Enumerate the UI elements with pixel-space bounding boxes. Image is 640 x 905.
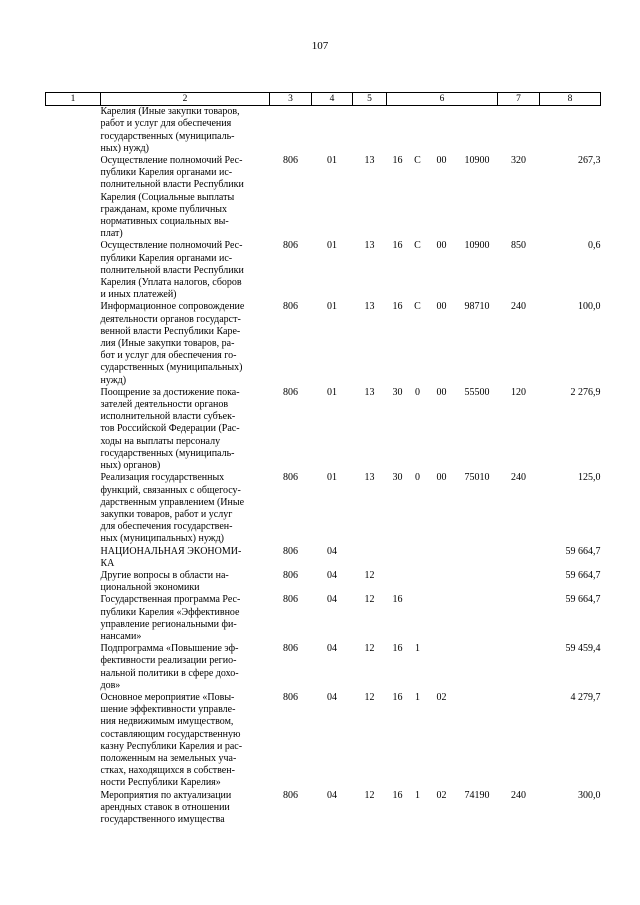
row-program-code: 30 (392, 472, 403, 484)
row-amount: 4 279,7 (570, 691, 601, 703)
row-subprogram-code: С (414, 155, 421, 167)
table-row (46, 570, 601, 594)
row-col-1 (46, 570, 101, 594)
row-subprogram-code: 1 (415, 691, 420, 703)
row-name-line: гражданам, кроме публичных (100, 203, 228, 215)
row-activity-code: 00 (436, 240, 447, 252)
row-subsection-code: 13 (364, 386, 375, 398)
row-name-line: Осуществление полномочий Рес- (100, 240, 243, 252)
row-activity-code: 00 (436, 472, 447, 484)
row-section-code: 04 (327, 545, 337, 557)
row-subsection-code: 12 (364, 789, 375, 801)
row-name-line: КА (100, 557, 115, 569)
row-name-line: деятельности органов государст- (100, 313, 241, 325)
row-col-1 (46, 301, 101, 386)
row-name (101, 106, 270, 155)
row-col-1 (46, 643, 101, 692)
row-amount: 100,0 (578, 301, 601, 313)
row-name-line: Карелия (Иные закупки товаров, (100, 106, 240, 118)
row-name-line: ных) нужд) (100, 142, 149, 154)
row-name-line: циональной экономики (100, 582, 200, 594)
row-direction-code (457, 106, 498, 155)
table-row (46, 387, 601, 472)
row-section-code: 01 (327, 472, 337, 484)
row-subsection-code: 13 (364, 301, 375, 313)
row-program-code: 16 (392, 643, 403, 655)
row-activity-code: 00 (436, 301, 447, 313)
row-name-line: и иных платежей) (100, 289, 177, 301)
row-section-code: 04 (327, 643, 337, 655)
row-ministry-code: 806 (283, 155, 298, 167)
row-subprogram-code (409, 546, 427, 570)
row-section-code: 04 (327, 569, 337, 581)
row-col-1 (46, 790, 101, 827)
row-name-line: полнительной власти Республики (100, 264, 244, 276)
row-name-line: дов» (100, 679, 121, 691)
row-name (101, 301, 270, 386)
row-name-line: казну Республики Карелия и рас- (100, 740, 243, 752)
row-expense-type (498, 692, 540, 790)
row-program-code (387, 546, 409, 570)
row-ministry-code: 806 (283, 386, 298, 398)
row-name-line: ходы на выплаты персоналу (100, 435, 221, 447)
row-subprogram-code: 1 (415, 643, 420, 655)
row-program-code (387, 106, 409, 155)
row-name-line: нужд) (100, 374, 127, 386)
row-program-code: 16 (392, 155, 403, 167)
row-program-code: 16 (392, 789, 403, 801)
row-name-line: нансами» (100, 630, 142, 642)
row-activity-code (427, 106, 457, 155)
row-subsection-code: 13 (364, 472, 375, 484)
row-name-line: нальной политики в сфере дохо- (100, 667, 239, 679)
row-direction-code: 98710 (464, 301, 490, 313)
row-amount (540, 106, 601, 155)
row-expense-type (498, 570, 540, 594)
row-subsection-code (353, 106, 387, 155)
row-name-line: Карелия (Уплата налогов, сборов (100, 277, 242, 289)
row-name-line: зателей деятельности органов (100, 399, 229, 411)
row-amount: 0,6 (588, 240, 601, 252)
row-name-line: ности Республики Карелия» (100, 777, 221, 789)
row-name-line: Информационное сопровождение (100, 301, 245, 313)
row-direction-code (457, 692, 498, 790)
row-direction-code: 75010 (464, 472, 490, 484)
row-col-1 (46, 240, 101, 301)
row-name-line: публики Карелия органами ис- (100, 252, 233, 264)
table-body (46, 106, 601, 826)
row-ministry-code: 806 (283, 472, 298, 484)
row-name-line: тов Российской Федерации (Рас- (100, 423, 240, 435)
row-name (101, 570, 270, 594)
table-row (46, 301, 601, 386)
row-subprogram-code (409, 106, 427, 155)
row-amount: 59 664,7 (565, 569, 601, 581)
row-section-code: 04 (327, 691, 337, 703)
row-expense-type: 320 (511, 155, 526, 167)
row-name-line: сударственных (муниципальных) (100, 362, 243, 374)
row-name-line: полнительной власти Республики (100, 179, 244, 191)
row-expense-type: 240 (511, 301, 526, 313)
row-direction-code: 74190 (464, 789, 490, 801)
row-name-line: ных (муниципальных) нужд) (100, 533, 225, 545)
row-expense-type (498, 106, 540, 155)
row-name-line: арендных ставок в отношении (100, 801, 230, 813)
row-name-line: нормативных социальных вы- (100, 216, 229, 228)
row-section-code (312, 106, 353, 155)
row-subsection-code: 12 (364, 643, 375, 655)
row-name-line: государственного имущества (100, 813, 225, 825)
row-subprogram-code: С (414, 301, 421, 313)
row-name-line: дарственным управлением (Иные (100, 496, 245, 508)
row-expense-type (498, 594, 540, 643)
row-name (101, 387, 270, 472)
row-section-code: 04 (327, 594, 337, 606)
row-expense-type: 240 (511, 789, 526, 801)
row-name-line: государственных (муниципаль- (100, 447, 235, 459)
row-subprogram-code: 0 (415, 386, 420, 398)
row-expense-type (498, 643, 540, 692)
row-amount: 2 276,9 (570, 386, 601, 398)
row-activity-code (427, 643, 457, 692)
row-name (101, 790, 270, 827)
row-ministry-code: 806 (283, 643, 298, 655)
row-subsection-code: 12 (364, 594, 375, 606)
row-program-code: 16 (392, 691, 403, 703)
budget-table (45, 92, 601, 826)
row-col-1 (46, 594, 101, 643)
row-program-code: 16 (392, 301, 403, 313)
row-name-line: государственных (муниципаль- (100, 130, 235, 142)
table-row (46, 643, 601, 692)
row-direction-code (457, 594, 498, 643)
row-expense-type: 120 (511, 386, 526, 398)
row-section-code: 01 (327, 386, 337, 398)
row-name-line: венной власти Республики Каре- (100, 325, 241, 337)
table-row (46, 106, 601, 155)
table-row (46, 155, 601, 240)
row-direction-code: 10900 (464, 240, 490, 252)
row-ministry-code: 806 (283, 691, 298, 703)
row-ministry-code: 806 (283, 789, 298, 801)
row-subprogram-code (409, 594, 427, 643)
row-col-1 (46, 546, 101, 570)
table-row (46, 546, 601, 570)
row-amount: 267,3 (578, 155, 601, 167)
row-name-line: исполнительной власти субъек- (100, 411, 236, 423)
row-name-line: лия (Иные закупки товаров, ра- (100, 338, 235, 350)
row-name-line: Мероприятия по актуализации (100, 789, 232, 801)
row-name-line: Осуществление полномочий Рес- (100, 155, 243, 167)
row-col-1 (46, 387, 101, 472)
row-ministry-code: 806 (283, 569, 298, 581)
row-name (101, 472, 270, 545)
header-col-3: 3 (270, 93, 312, 106)
row-activity-code: 02 (436, 691, 447, 703)
row-program-code: 30 (392, 386, 403, 398)
row-amount: 59 664,7 (565, 594, 601, 606)
row-name-line: Карелия (Социальные выплаты (100, 191, 235, 203)
row-activity-code: 00 (436, 386, 447, 398)
row-subsection-code (353, 546, 387, 570)
row-section-code: 01 (327, 301, 337, 313)
row-name (101, 594, 270, 643)
row-name (101, 155, 270, 240)
row-direction-code (457, 643, 498, 692)
row-col-1 (46, 106, 101, 155)
row-activity-code (427, 546, 457, 570)
row-name-line: Реализация государственных (100, 472, 225, 484)
row-activity-code (427, 594, 457, 643)
row-activity-code: 00 (436, 155, 447, 167)
row-col-1 (46, 472, 101, 545)
row-name-line: положенным на земельных уча- (100, 752, 237, 764)
row-name (101, 240, 270, 301)
row-name-line: функций, связанных с общегосу- (100, 484, 241, 496)
row-name-line: для обеспечения государствен- (100, 521, 233, 533)
row-name-line: плат) (100, 228, 123, 240)
row-subprogram-code: 0 (415, 472, 420, 484)
header-col-8: 8 (540, 93, 601, 106)
row-name-line: НАЦИОНАЛЬНАЯ ЭКОНОМИ- (100, 545, 242, 557)
row-name (101, 643, 270, 692)
table-row (46, 594, 601, 643)
row-direction-code (457, 546, 498, 570)
row-amount: 125,0 (578, 472, 601, 484)
header-col-7: 7 (498, 93, 540, 106)
header-col-5: 5 (353, 93, 387, 106)
row-name-line: ных) органов) (100, 460, 161, 472)
row-subsection-code: 12 (364, 569, 375, 581)
row-amount: 59 459,4 (565, 643, 601, 655)
row-direction-code: 10900 (464, 155, 490, 167)
row-subsection-code: 13 (364, 155, 375, 167)
page-number: 107 (311, 40, 329, 52)
row-name-line: публики Карелия органами ис- (100, 167, 233, 179)
row-name-line: Другие вопросы в области на- (100, 569, 229, 581)
row-section-code: 04 (327, 789, 337, 801)
header-col-2: 2 (101, 93, 270, 106)
row-section-code: 01 (327, 155, 337, 167)
row-name-line: ния недвижимым имуществом, (100, 716, 234, 728)
row-section-code: 01 (327, 240, 337, 252)
row-name-line: бот и услуг для обеспечения го- (100, 350, 237, 362)
table-header-row (46, 93, 601, 106)
table-row (46, 790, 601, 827)
row-subsection-code: 12 (364, 691, 375, 703)
row-name-line: работ и услуг для обеспечения (100, 118, 232, 130)
row-amount: 59 664,7 (565, 545, 601, 557)
row-ministry-code: 806 (283, 545, 298, 557)
row-ministry-code: 806 (283, 301, 298, 313)
row-subprogram-code (409, 570, 427, 594)
row-name (101, 692, 270, 790)
row-ministry-code (270, 106, 312, 155)
header-col-4: 4 (312, 93, 353, 106)
row-program-code (387, 570, 409, 594)
row-name-line: Поощрение за достижение пока- (100, 386, 240, 398)
row-expense-type (498, 546, 540, 570)
row-name-line: Основное мероприятие «Повы- (100, 691, 235, 703)
row-expense-type: 240 (511, 472, 526, 484)
row-name-line: стках, находящихся в собствен- (100, 765, 235, 777)
row-name-line: Государственная программа Рес- (100, 594, 241, 606)
row-direction-code (457, 570, 498, 594)
row-name-line: управление региональными фи- (100, 618, 237, 630)
row-col-1 (46, 692, 101, 790)
row-subprogram-code: 1 (415, 789, 420, 801)
row-name-line: фективности реализации регио- (100, 655, 237, 667)
row-amount: 300,0 (578, 789, 601, 801)
row-col-1 (46, 155, 101, 240)
row-name-line: публики Карелия «Эффективное (100, 606, 240, 618)
row-name-line: Подпрограмма «Повышение эф- (100, 643, 239, 655)
row-name (101, 546, 270, 570)
row-subsection-code: 13 (364, 240, 375, 252)
table-row (46, 240, 601, 301)
header-col-6: 6 (387, 93, 498, 106)
table-row (46, 472, 601, 545)
row-expense-type: 850 (511, 240, 526, 252)
row-subprogram-code: С (414, 240, 421, 252)
row-ministry-code: 806 (283, 240, 298, 252)
row-program-code: 16 (392, 240, 403, 252)
row-ministry-code: 806 (283, 594, 298, 606)
table-row (46, 692, 601, 790)
row-program-code: 16 (392, 594, 403, 606)
row-name-line: составляющим государственную (100, 728, 241, 740)
row-name-line: шение эффективности управле- (100, 704, 236, 716)
header-col-1: 1 (46, 93, 101, 106)
row-direction-code: 55500 (464, 386, 490, 398)
row-name-line: закупки товаров, работ и услуг (100, 508, 233, 520)
row-activity-code (427, 570, 457, 594)
row-activity-code: 02 (436, 789, 447, 801)
